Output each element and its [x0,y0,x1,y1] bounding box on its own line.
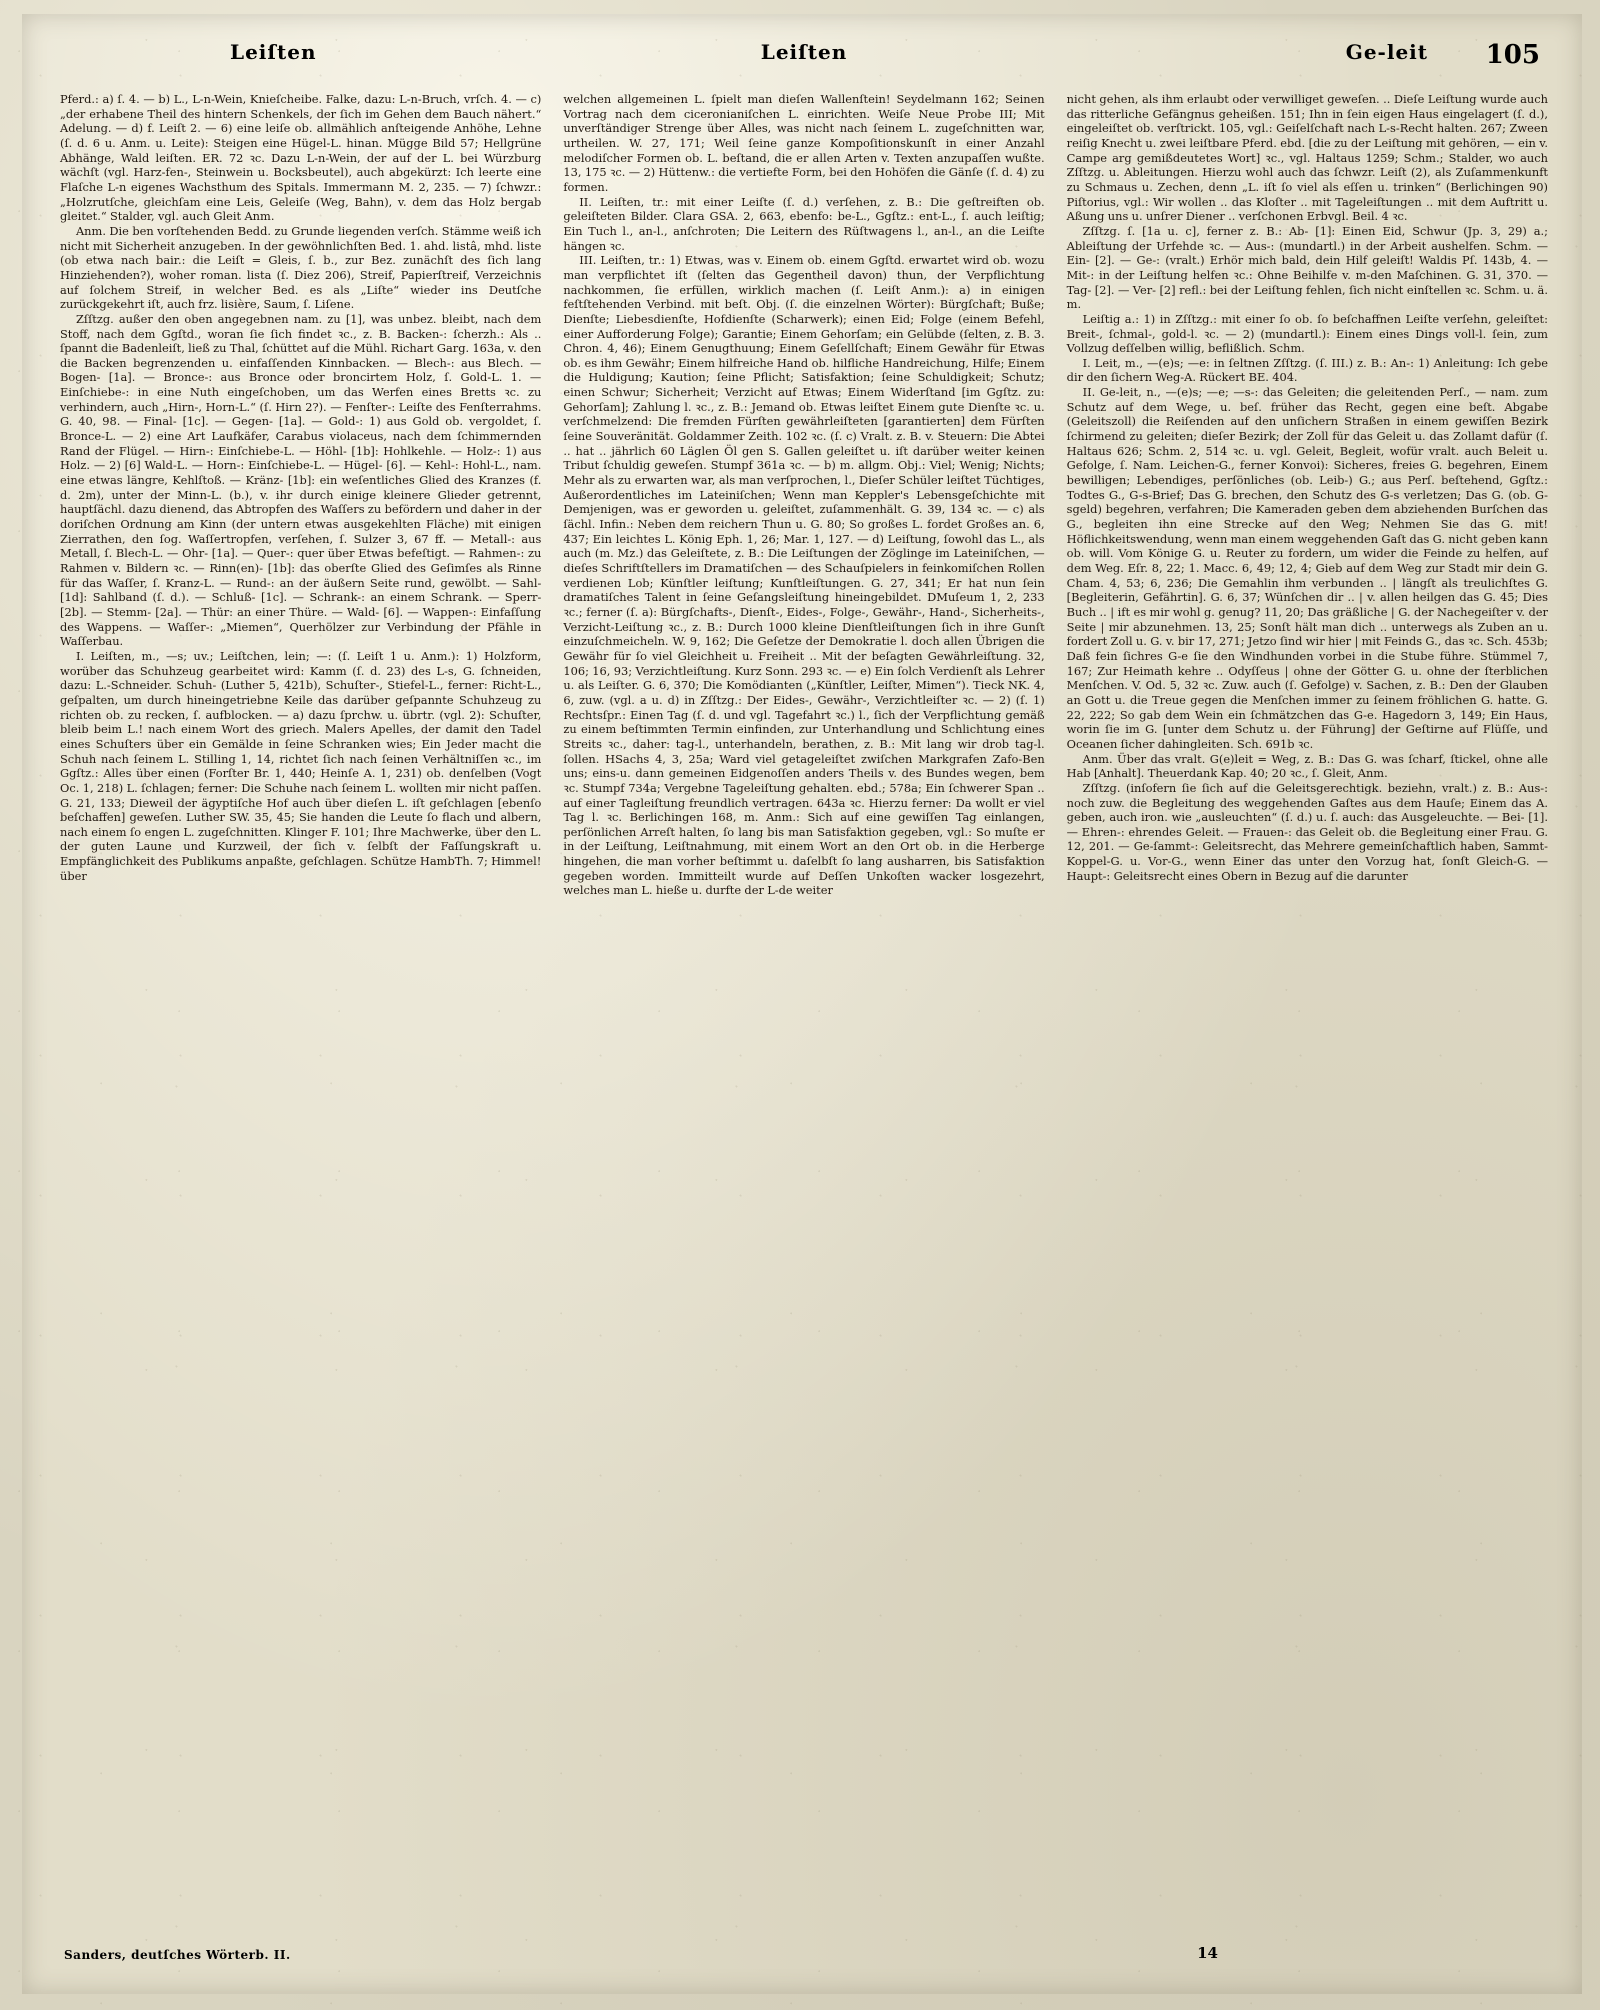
column-one [60,92,541,1914]
paragraph: III. Leiſten, tr.: 1) Etwas, was v. Einem ob. einem Ggſtd. erwartet wird ob. wozu man verpflichtet iſt (ſelten das Gegentheil davon) thun, der Verpflichtung nachkommen, ſie erfüllen, wirklich machen (ſ. Leiſt Anm.): a) in einigen feſtſtehenden Verbind. mit beſt. Obj. (ſ. die einzelnen Wörter): Bürgſchaft; Buße; Dienſte; Liebesdienſte, Hofdienſte (Scharwerk); einen Eid; Folge (einem Befehl, einer Aufforderung Folge); Garantie; Einem Gehorſam; ein Gelübde (ſelten, z. B. 3. Chron. 4, 46); Einem Genugthuung; Einem Geſellſchaft; Einem Gewähr für Etwas ob. es ihm Gewähr; Einem hilfreiche Hand ob. hilfliche Handreichung, Hilfe; Einem die Huldigung; Kaution; ſeine Pflicht; Satisfaktion; ſeine Schuldigkeit; Schutz; einen Schwur; Sicherheit; Verzicht auf Etwas; Einem Widerſtand [im Ggſtz. zu: Gehorſam]; Zahlung l. ꝛc., z. B.: Jemand ob. Etwas leiſtet Einem gute Dienſte ꝛc. u. verſchmelzend: Die fremden Fürſten gewährleiſteten [garantierten] dem Fürſten ſeine Souveränität. Goldammer Zeith. 102 ꝛc. (ſ. c) Vralt. z. B. v. Steuern: Die Abtei .. hat .. jährlich 60 Läglen Öl gen S. Gallen geleiſtet u. iſt darüber weiter keinen Tribut ſchuldig geweſen. Stumpf 361a ꝛc. — b) m. allgm. Obj.: Viel; Wenig; Nichts; Mehr als zu erwarten war, als man verſprochen, l., Dieſer Schüler leiſtet Tüchtiges, Außerordentliches im Lateiniſchen; Wenn man Keppler's Lebensgeſchichte mit Demjenigen, was er geworden u. geleiſtet, zuſammenhält. G. 39, 134 ꝛc. — c) als ſächl. Infin.: Neben dem reichern Thun u. G. 80; So großes L. fordet Großes an. 6, 437; Ein leichtes L. König Eph. 1, 26; Mar. 1, 127. — d) Leiſtung, ſowohl das L., als auch (m. Mz.) das Geleiſtete, z. B.: Die Leiſtungen der Zöglinge im Lateiniſchen, — dieſes Schriftſtellers im Dramatiſchen — des Schauſpielers in feinkomiſchen Rollen verdienen Lob; Künſtler leiſtung; Kunſtleiſtungen. G. 27, 341; Er hat nun ſein dramatiſches Talent in ſeine Geſangsleiſtung hineingebildet. DMuſeum 1, 2, 233 ꝛc.; ferner (ſ. a): Bürgſchafts-, Dienſt-, Eides-, Folge-, Gewähr-, Hand-, Sicherheits-, Verzicht-Leiſtung ꝛc., z. B.: Durch 1000 kleine Dienſtleiſtungen ſich in ihre Gunſt einzuſchmeicheln. W. 9, 162; Die Geſetze der Demokratie l. doch allen Übrigen die Gewähr für ſo viel Gleichheit u. Freiheit .. Mit der beſagten Gewährleiſtung. 32, 106; 16, 93; Verzichtleiſtung. Kurz Sonn. 293 ꝛc. — e) Ein ſolch Verdienſt als Lehrer u. als Leiſter. G. 6, 370; Die Komödianten („Künſtler, Leiſter, Mimen“). Tieck NK. 4, 6, zuw. (vgl. a u. d) in Zſſtzg.: Der Eides-, Gewähr-, Verzichtleiſter ꝛc. — 2) (ſ. 1) Rechtsſpr.: Einen Tag (ſ. d. und vgl. Tagefahrt ꝛc.) l., ſich der Verpflichtung gemäß zu einem beſtimmten Termin einfinden, zur Unterhandlung und Schlichtung eines Streits ꝛc., daher: tag-l., unterhandeln, berathen, z. B.: Mit lang wir drob tag-l. ſollen. HSachs 4, 3, 25a; Ward viel getageleiſtet zwiſchen Markgrafen Zafo-Ben uns; eins-u. dann gemeinen Eidgenoſſen anders Theils v. des Bundes wegen, bem ꝛc. Stumpf 734a; Vergebne Tageleiſtung gehalten. ebd.; 578a; Ein ſchwerer Span .. auf einer Tagleiſtung freundlich vertragen. 643a ꝛc. Hierzu ferner: Da wollt er viel Tag l. ꝛc. Berlichingen 168, m. Anm.: Sich auf eine gewiſſen Tag einlangen, perſönlichen Arreſt halten, ſo lang bis man Satisfaktion gegeben, vgl.: So muſte er in der Leiſtung, Leiſtnahmung, mit einem Wort an den Ort ob. in die Herberge hingehen, die man vorher beſtimmt u. daſelbſt ſo lang ausharren, bis Satisfaktion gegeben worden. Immitteilt wurde auf Deſſen Unkoſten wacker losgezehrt, welches man L. hieße u. durfte der L-de weiter [563,253,1045,898]
signature-number: 14 [1197,1944,1218,1962]
header-middle-catchword: Leiſten [760,40,848,64]
paragraph: welchen allgemeinen L. ſpielt man dieſen Wallenſtein! Seydelmann 162; Seinen Vortrag nach dem ciceronianiſchen L. einrichten. Weiſe Neue Probe III; Mit unverſtändiger Strenge über Alles, was nicht nach ſeinem L. zugeſchnitten war, urtheilen. W. 27, 171; Weil ſeine ganze Kompoſitionskunſt in einer Anzahl melodiſcher Formen ob. L. beſtand, die er allen Arten v. Texten anzupaſſen wußte. 13, 175 ꝛc. — 2) Hüttenw.: die vertiefte Form, bei den Hohöfen die Gänſe (ſ. d. 4) zu formen. [563,92,1045,194]
paragraph: I. Leiſten, m., —s; uv.; Leiſtchen, lein; —: (ſ. Leiſt 1 u. Anm.): 1) Holzform, worüber das Schuhzeug gearbeitet wird: Kamm (ſ. d. 23) des L-s, G. ſchneiden, dazu: L.-Schneider. Schuh- (Luther 5, 421b), Schuſter-, Stiefel-L., ferner: Richt-L., geſpalten, um durch hineingetriebne Keile das darüber geſpannte Schuhzeug zu richten ob. zu recken, ſ. aufblocken. — a) dazu ſprchw. u. übrtr. (vgl. 2): Schuſter, bleib beim L.! nach einem Wort des griech. Malers Apelles, der damit den Tadel eines Schuſters über ein Gemälde in ſeine Schranken wies; Ein Jeder macht die Schuh nach ſeinem L. Stilling 1, 14, richtet ſich nach ſeinen Verhältniſſen ꝛc., im Ggſtz.: Alles über einen (Forſter Br. 1, 440; Heinſe A. 1, 231) ob. denſelben (Vogt Oc. 1, 218) L. ſchlagen; ferner: Die Schuhe nach ſeinem L. wollten mir nicht paſſen. G. 21, 133; Dieweil der ägyptiſche Hof auch über dieſen L. iſt geſchlagen [ebenſo beſchaffen] geweſen. Luther SW. 35, 45; Sie handen die Leute ſo flach und albern, nach einem ſo engen L. zugeſchnitten. Klinger F. 101; Ihre Machwerke, über den L. der guten Laune und Kurzweil, der ſich v. ſelbſt der Faſſungskraft u. Empfänglichkeit des Publikums anpaßte, geſchlagen. Schütze HambTh. 7; Himmel! über [60,648,542,883]
page-footer [60,1932,1548,1962]
paragraph: Zſſtzg. ſ. [1a u. c], ferner z. B.: Ab- [1]: Einen Eid, Schwur (Jp. 3, 29) a.; Ableiſtung der Urfehde ꝛc. — Aus-: (mundartl.) in der Arbeit aushelfen. Schm. — Ein- [2]. — Ge-: (vralt.) Erhör mich bald, dein Hilf geleiſt! Waldis Pſ. 143b, 4. — Mit-: in der Leiſtung helfen ꝛc.: Ohne Beihilfe v. m-den Maſchinen. G. 31, 370. — Tag- [2]. — Ver- [2] refl.: bei der Leiſtung fehlen, ſich nicht einſtellen ꝛc. Schm. u. ä. m. [1066,223,1548,312]
paragraph: I. Leit, m., —(e)s; —e: in ſeltnen Zſſtzg. (ſ. III.) z. B.: An-: 1) Anleitung: Ich gebe dir den ſichern Weg-A. Rückert BE. 404. [1066,355,1548,385]
text-columns [60,92,1548,1914]
paragraph: Anm. Über das vralt. G(e)leit = Weg, z. B.: Das G. was ſcharf, ſtickel, ohne alle Hab [Anhalt]. Theuerdank Kap. 40; 20 ꝛc., ſ. Gleit, Anm. [1066,751,1548,781]
paragraph: Pferd.: a) ſ. 4. — b) L., L-n-Wein, Knieſcheibe. Falke, dazu: L-n-Bruch, vrſch. 4. — c) „der erhabene Theil des hintern Schenkels, der ſich im Gehen dem Bauch nähert.“ Adelung. — d) f. Leiſt 2. — 6) eine leiſe ob. allmählich anſteigende Anhöhe, Lehne (ſ. d. 6 u. Anm. u. Leite): Steigen eine Hügel-L. hinan. Mügge Bild 57; Hellgrüne Abhänge, Wald leiſten. ER. 72 ꝛc. Dazu L-n-Wein, der auf der L. bei Würzburg wächſt (vgl. Harz-fen-, Steinwein u. Bocksbeutel), auch abgekürzt: Ich leerte eine Flaſche L-n eigenes Wachsthum des Spitals. Immermann M. 2, 235. — 7) ſchwzr.: „Holzrutſche, gleichſam eine Leis, Geleiſe (Weg, Bahn), v. dem das Holz bergab gleitet.“ Stalder, vgl. auch Gleit Anm. [60,92,542,224]
running-header [60,40,1548,86]
paragraph: Zſſtzg. (inſofern ſie ſich auf die Geleitsgerechtigk. beziehn, vralt.) z. B.: Aus-: noch zuw. die Begleitung des weggehenden Gaſtes aus dem Hauſe; Einem das A. geben, auch iron. wie „ausleuchten“ (ſ. d.) u. ſ. auch: das Ausgeleuchte. — Bei- [1]. — Ehren-: ehrendes Geleit. — Frauen-: das Geleit ob. die Begleitung einer Frau. G. 12, 201. — Ge-ſammt-: Geleitsrecht, das Mehrere gemeinſchaftlich haben, Sammt-Koppel-G. u. Vor-G., wenn Einer das unter den Vorzug hat, ſonſt Gleich-G. — Haupt-: Geleitsrecht eines Obern in Bezug auf die darunter [1066,780,1548,883]
header-right-catchword: Ge-leit [1345,40,1428,64]
paragraph: Leiſtig a.: 1) in Zſſtzg.: mit einer ſo ob. ſo beſchaffnen Leiſte verſehn, geleiſtet: Breit-, ſchmal-, gold-l. ꝛc. — 2) (mundartl.): Einem eines Dings voll-l. ſein, zum Vollzug deſſelben willig, beflißlich. Schm. [1066,311,1548,356]
page-content [60,40,1548,1970]
paragraph: II. Leiſten, tr.: mit einer Leiſte (ſ. d.) verſehen, z. B.: Die geſtreiften ob. geleiſteten Bilder. Clara GSA. 2, 663, ebenfo: be-L., Ggſtz.: ent-L., ſ. auch leiſtig; Ein Tuch l., an-l., anſchroten; Die Leitern des Rüſtwagens l., an-l., an die Leiſte hängen ꝛc. [563,194,1045,253]
paragraph: nicht gehen, als ihm erlaubt oder verwilliget geweſen. .. Dieſe Leiſtung wurde auch das ritterliche Gefängnus geheißen. 151; Ihn in ſein eigen Haus eingelagert (ſ. d.), eingeleiſtet ob. verſtrickt. 105, vgl.: Geiſelſchaft nach L-s-Recht halten. 267; Zween reiſig Knecht u. zwei leiſtbare Pferd. ebd. [die zu der Leiſtung mit gehören, — ein v. Campe arg gemißdeutetes Wort] ꝛc., vgl. Haltaus 1259; Schm.; Stalder, wo auch Zſſtzg. u. Ableitungen. Hierzu wohl auch das ſchwzr. Leiſt (2), als Zuſammenkunft zu Schmaus u. Zechen, denn „L. iſt ſo viel als eſſen u. trinken“ (Berlichingen 90) Piſtorius, vgl.: Wir wollen .. das Kloſter .. mit Tageleiſtungen .. mit dem Auftritt u. Aßung uns u. unſrer Diener .. verſchonen Erbvgl. Beil. 4 ꝛc. [1066,92,1548,224]
paragraph: Zſſtzg. außer den oben angegebnen nam. zu [1], was unbez. bleibt, nach dem Stoff, nach dem Ggſtd., woran ſie ſich findet ꝛc., z. B. Backen-: ſcherzh.: Als .. ſpannt die Badenleiſt, ließ zu Thal, ſchüttet auf die Mühl. Richart Garg. 163a, v. den die Backen begrenzenden u. einfaſſenden Kinnbacken. — Blech-: aus Blech. — Bogen- [1a]. — Bronce-: aus Bronce oder broncirtem Holz, ſ. Gold-L. 1. — Einſchiebe-: in eine Nuth eingeſchoben, um das Werfen eines Bretts ꝛc. zu verhindern, auch „Hirn-, Horn-L.“ (ſ. Hirn 2?). — Fenſter-: Leiſte des Fenſterrahms. G. 40, 98. — Final- [1c]. — Gegen- [1a]. — Gold-: 1) aus Gold ob. vergoldet, ſ. Bronce-L. — 2) eine Art Laufkäfer, Carabus violaceus, nach dem ſchimmernden Rand der Flügel. — Hirn-: Einſchiebe-L. — Höhl- [1b]: Hohlkehle. — Holz-: 1) aus Holz. — 2) [6] Wald-L. — Horn-: Einſchiebe-L. — Hügel- [6]. — Kehl-: Hohl-L., nam. eine etwas längre, Kehlſtoß. — Kränz- [1b]: ein weſentliches Glied des Kranzes (f. d. 2m), unter der Minn-L. (b.), v. ihr durch einige kleinere Glieder getrennt, hauptſächl. dazu dienend, das Abtropfen des Waſſers zu befördern und daher in der doriſchen Ordnung am Kinn (der untern etwas ausgekehlten Fläche) mit einigen Zierrathen, den ſog. Waſſertropfen, verſehen, ſ. Sulzer 3, 67 ff. — Metall-: aus Metall, ſ. Blech-L. — Ohr- [1a]. — Quer-: quer über Etwas befeſtigt. — Rahmen-: zu Rahmen v. Bildern ꝛc. — Rinn(en)- [1b]: das oberſte Glied des Geſimſes als Rinne für das Waſſer, ſ. Kranz-L. — Rund-: an der äußern Seite rund, gewölbt. — Sahl- [1d]: Sahlband (ſ. d.). — Schluß- [1c]. — Schrank-: an einem Schrank. — Sperr- [2b]. — Stemm- [2a]. — Thür: an einer Thüre. — Wald- [6]. — Wappen-: Einfaſſung des Wappens. — Waſſer-: „Miemen“, Querhölzer zur Verbindung der Pfähle in Waſſerbau. [60,311,542,649]
column-three [1067,92,1548,1914]
header-left-catchword: Leiſten [230,40,317,64]
page-number: 105 [1485,40,1540,70]
paragraph: II. Ge-leit, n., —(e)s; —e; —s-: das Geleiten; die geleitenden Perſ., — nam. zum Schutz auf dem Wege, u. beſ. früher das Recht, gegen eine beſt. Abgabe (Geleitszoll) die Reiſenden auf den unſichern Straßen in einem gewiſſen Bezirk ſchirmend zu geleiten; dieſer Bezirk; der Zoll für das Geleit u. das Zollamt dafür (ſ. Haltaus 626; Schm. 2, 514 ꝛc. u. vgl. Geleit, Begleit, wofür vralt. auch Beleit u. Gefolge, ſ. Nam. Leichen-G., ferner Konvoi): Sicheres, freies G. begehren, Einem bewilligen; Lebendiges, perſönliches (ob. Leib-) G.; aus Perſ. beſtehend, Ggſtz.: Todtes G., G-s-Brief; Das G. brechen, den Schutz des G-s verletzen; Das G. (ob. G-sgeld) begehren, verfahren; Die Kameraden geben dem abziehenden Burſchen das G., begleiten ihn eine Strecke auf den Weg; Nehmen Sie das G. mit! Höflichkeitswendung, wenn man einem weggehenden Gaſt das G. nicht geben kann ob. will. Vom Könige G. u. Reuter zu fordern, um wider die Feinde zu helfen, auf dem Weg. Eſr. 8, 22; 1. Macc. 6, 49; 12, 4; Gieb auf dem Weg zur Stadt mir dein G. Cham. 4, 53; 6, 236; Die Gemahlin ihm verbunden .. | längſt als treulichſtes G. [Begleiterin, Gefährtin]. G. 6, 37; Wünſchen dir .. | v. allen heilgen das G. 45; Dies Buch .. | ift es mir wohl g. genug? 11, 20; Das gräßliche | G. der Nachegeiſter v. der Seite | mir abzunehmen. 13, 25; Sonſt hält man dich .. unterwegs als Zuben an u. fordert Zoll u. G. v. bir 17, 271; Jetzo ſind wir hier | mit Feinds G., das ꝛc. Sch. 453b; Daß fein ſichres G-e ſie den Windhunden vorbei in die Stube führe. Stümmel 7, 167; Zur Heimath kehre .. Odyſſeus | ohne der Götter G. u. ohne der ſterblichen Menſchen. V. Od. 5, 32 ꝛc. Zuw. auch (ſ. Gefolge) v. Sachen, z. B.: Den der Glauben an Gott u. die Treue gegen die Menſchen immer zu ſeinem fröhlichen G. hatte. G. 22, 222; So gab dem Wein ein ſchmätzchen das G-e. Hagedorn 3, 149; Ein Haus, worin ſie im G. [unter dem Schutz u. der Führung] der Geſtirne auf Flüſſe, und Oceanen ſicher dahingleiten. Sch. 691b ꝛc. [1066,385,1548,751]
book-signature-line: Sanders, deutſches Wörterb. II. [64,1948,291,1962]
paragraph: Anm. Die ben vorſtehenden Bedd. zu Grunde liegenden verſch. Stämme weiß ich nicht mit Sicherheit anzugeben. In der gewöhnlichſten Bed. 1. ahd. listâ, mhd. liste (ob etwa nach bair.: die Leiſt = Gleis, ſ. b., zur Bez. zunächſt des ſich lang Hinziehenden?), woher roman. lista (ſ. Diez 206), Streif, Papierſtreif, Verzeichnis auf ſolchem Streif, in welcher Bed. es als „Liſte“ wieder ins Deutſche zurückgekehrt iſt, auch frz. lisière, Saum, ſ. Liſene. [60,223,542,312]
column-two [563,92,1044,1914]
